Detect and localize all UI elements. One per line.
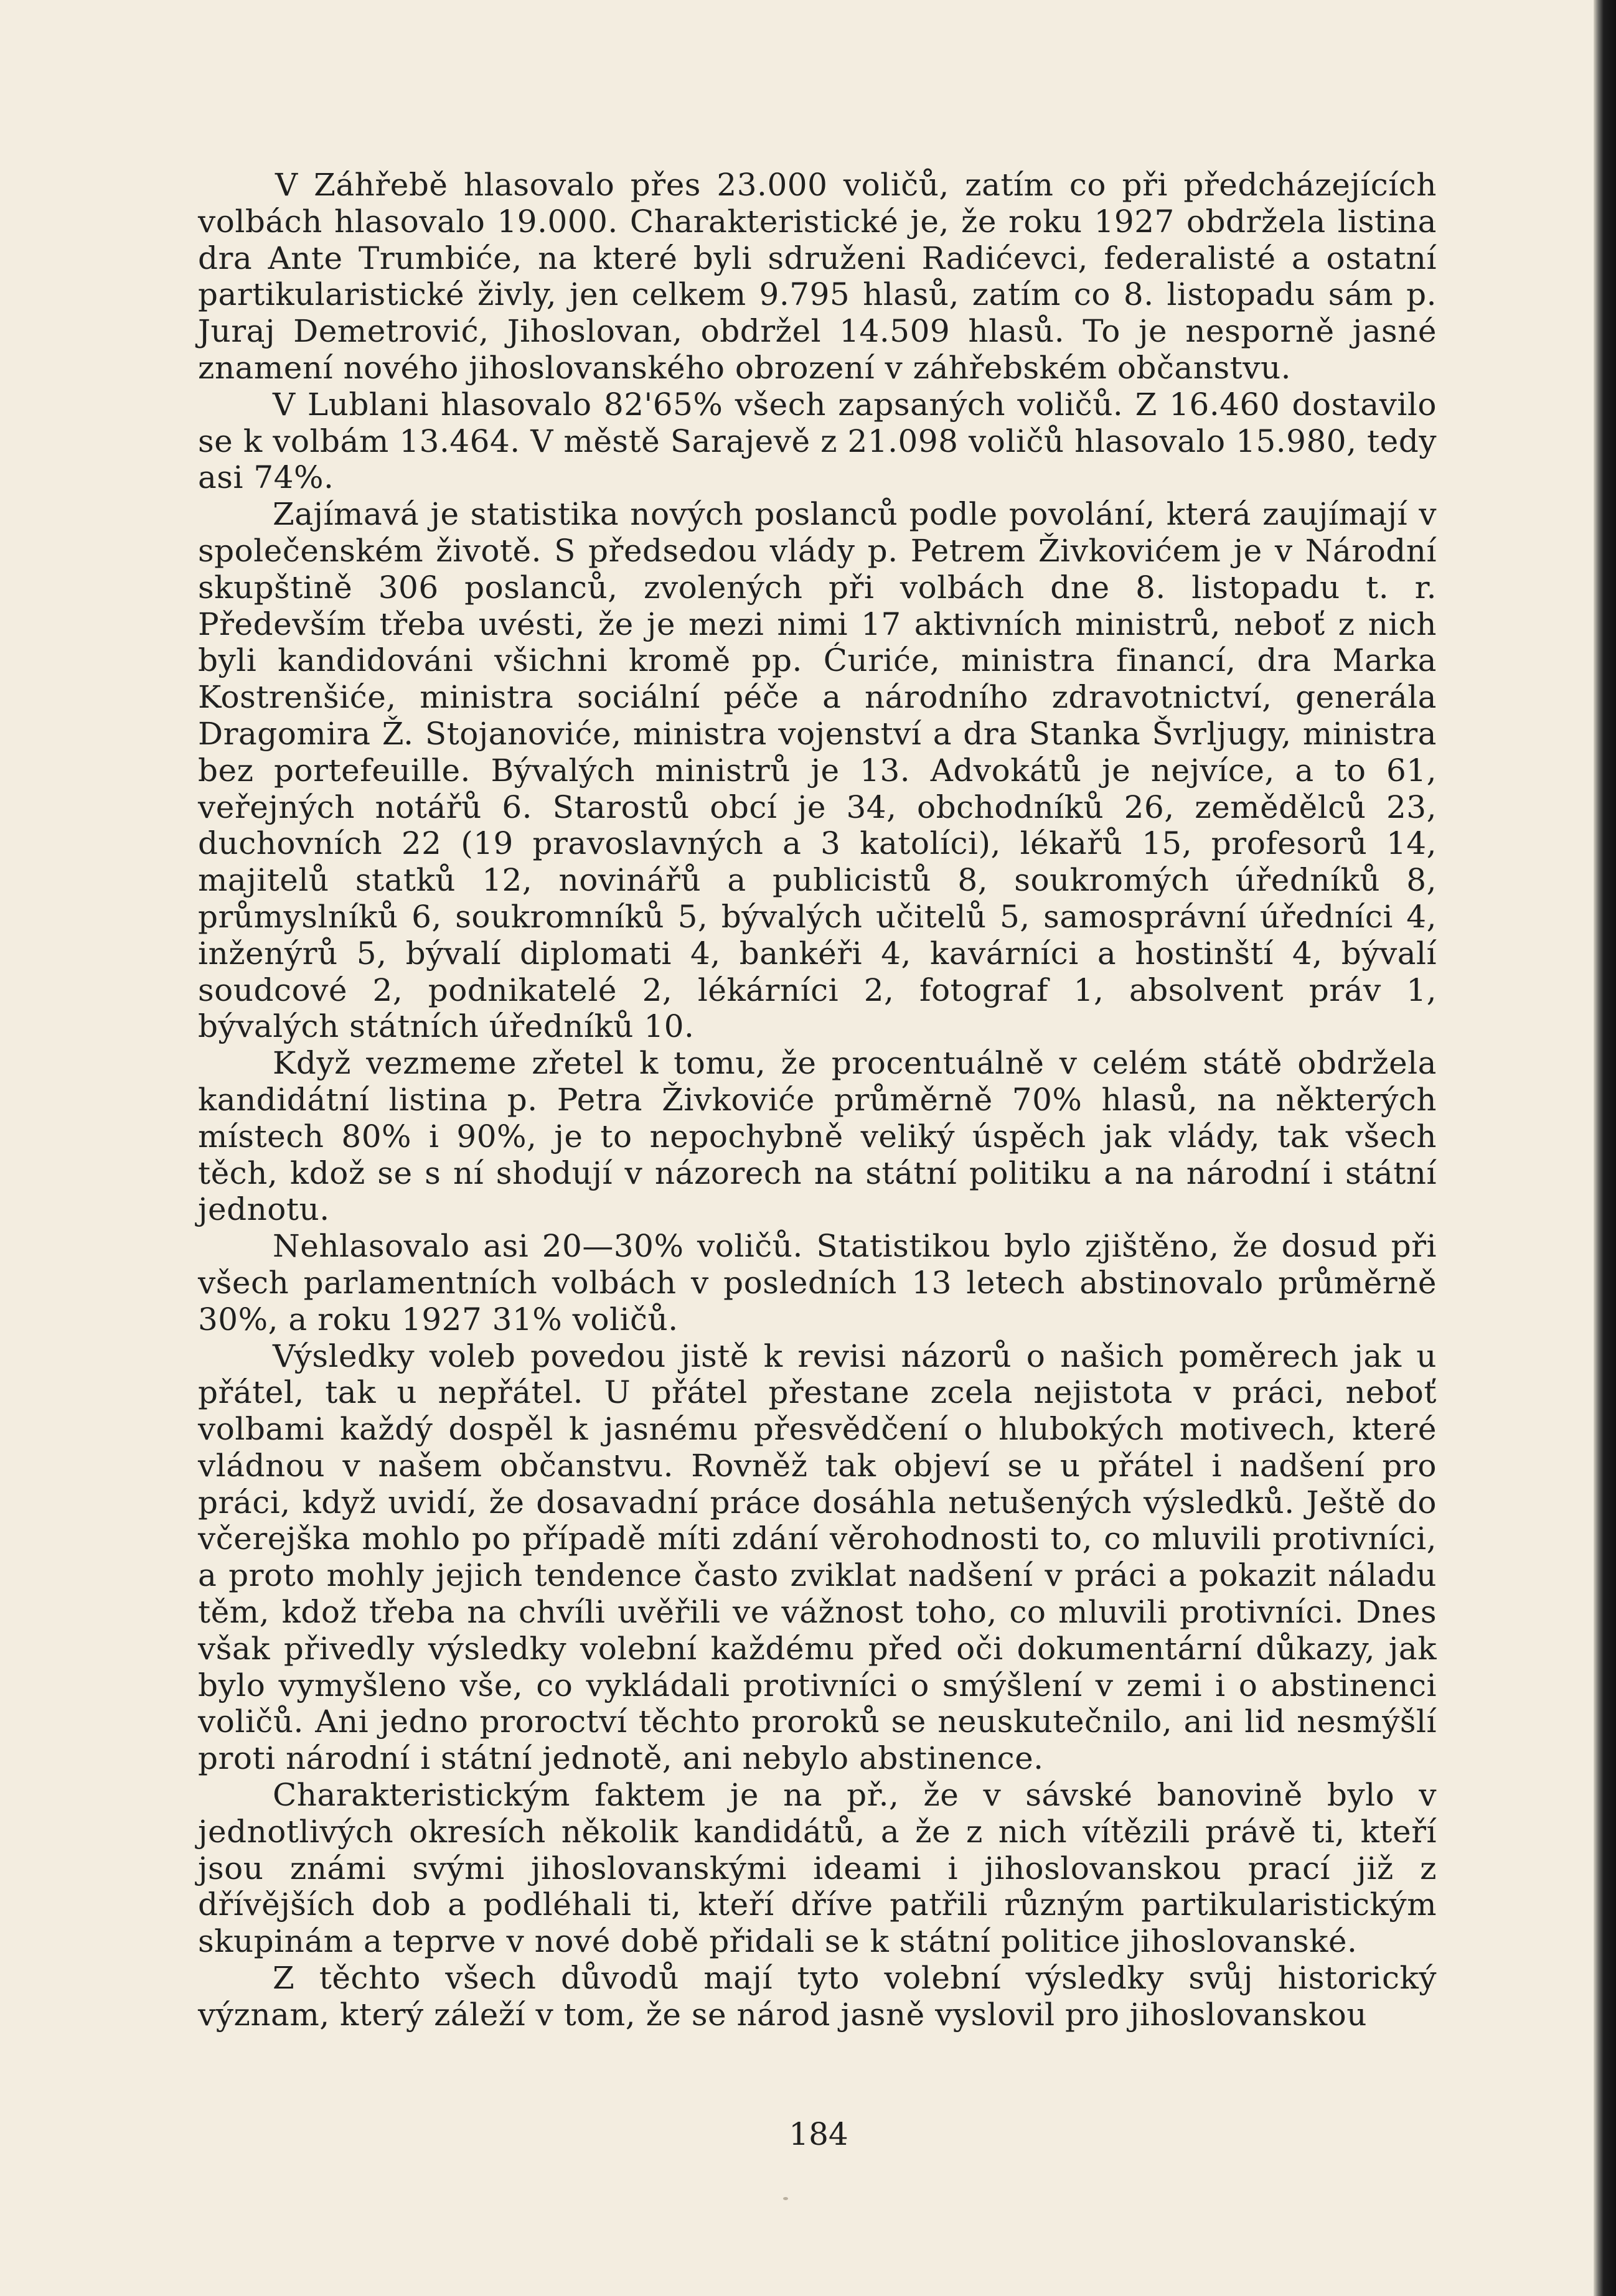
paragraph-zahreb-results: V Záhřebě hlasovalo přes 23.000 voličů, zatím co při předcházejících volbách hlasovalo 19.000. Charakteristické je, že roku 1927 obdržela listina dra Ante Trumbiće, na které byli sdruženi Radićevci, federalisté a ostatní partikularistické živly, jen celkem 9.795 hlasů, zatím co 8. listopadu sám p. Juraj Demetrović, Jihoslovan, obdržel 14.509 hlasů. To je nesporně jasné znamení nového jihoslovanského obrození v záhřebském občanstvu.	[198, 167, 1437, 386]
paragraph-historical-significance: Z těchto všech důvodů mají tyto volební výsledky svůj historický význam, který záleží v tom, že se národ jasně vyslovil pro jihoslovanskou	[198, 1960, 1437, 2033]
paper-speck	[783, 2197, 788, 2200]
body-text	[198, 167, 1437, 2033]
book-spine-edge	[1594, 0, 1616, 2296]
paragraph-abstention: Nehlasovalo asi 20—30% voličů. Statistikou bylo zjištěno, že dosud při všech parlamentních volbách v posledních 13 letech abstinovalo průměrně 30%, a roku 1927 31% voličů.	[198, 1228, 1437, 1338]
paragraph-deputies-statistics: Zajímavá je statistika nových poslanců podle povolání, která zaujímají v společenském životě. S předsedou vlády p. Petrem Živkovićem je v Národní skupštině 306 poslanců, zvolených při volbách dne 8. listopadu t. r. Především třeba uvésti, že je mezi nimi 17 aktivních ministrů, neboť z nich byli kandidováni všichni kromě pp. Ćuriće, ministra financí, dra Marka Kostrenšiće, ministra sociální péče a národního zdravotnictví, generála Dragomira Ž. Stojanoviće, ministra vojenství a dra Stanka Švrljugy, ministra bez portefeuille. Bývalých ministrů je 13. Advokátů je nejvíce, a to 61, veřejných notářů 6. Starostů obcí je 34, obchodníků 26, zemědělců 23, duchovních 22 (19 pravoslavných a 3 katolíci), lékařů 15, profesorů 14, majitelů statků 12, novinářů a publicistů 8, soukromých úředníků 8, průmyslníků 6, soukromníků 5, bývalých učitelů 5, samosprávní úředníci 4, inženýrů 5, bývalí diplomati 4, bankéři 4, kavárníci a hostinští 4, bývalí soudcové 2, podnikatelé 2, lékárníci 2, fotograf 1, absolvent práv 1, bývalých státních úředníků 10.	[198, 496, 1437, 1045]
page-number: 184	[789, 2116, 848, 2152]
paragraph-candidate-list-success: Když vezmeme zřetel k tomu, že procentuálně v celém státě obdržela kandidátní listina p. Petra Živkoviće průměrně 70% hlasů, na některých místech 80% i 90%, je to nepochybně veliký úspěch jak vlády, tak všech těch, kdož se s ní shodují v názorech na státní politiku a na národní i státní jednotu.	[198, 1045, 1437, 1228]
paragraph-sava-banovina: Charakteristickým faktem je na př., že v sávské banovině bylo v jednotlivých okresích několik kandidátů, a že z nich vítězili právě ti, kteří jsou známi svými jihoslovanskými ideami i jihoslovanskou prací již z dřívějších dob a podléhali ti, kteří dříve patřili různým partikularistickým skupinám a teprve v nové době přidali se k státní politice jihoslovanské.	[198, 1777, 1437, 1960]
paragraph-lublan-sarajevo-results: V Lublani hlasovalo 82'65% všech zapsaných voličů. Z 16.460 dostavilo se k volbám 13.464. V městě Sarajevě z 21.098 voličů hlasovalo 15.980, tedy asi 74%.	[198, 386, 1437, 496]
paragraph-revision-of-views: Výsledky voleb povedou jistě k revisi názorů o našich poměrech jak u přátel, tak u nepřátel. U přátel přestane zcela nejistota v práci, neboť volbami každý dospěl k jasnému přesvědčení o hlubokých motivech, které vládnou v našem občanstvu. Rovněž tak objeví se u přátel i nadšení pro práci, když uvidí, že dosavadní práce dosáhla netušených výsledků. Ještě do včerejška mohlo po případě míti zdání věrohodnosti to, co mluvili protivníci, a proto mohly jejich tendence často zviklat nadšení v práci a pokazit náladu těm, kdož třeba na chvíli uvěřili ve vážnost toho, co mluvili protivníci. Dnes však přivedly výsledky volební každému před oči dokumentární důkazy, jak bylo vymyšleno vše, co vykládali protivníci o smýšlení v zemi i o abstinenci voličů. Ani jedno proroctví těchto proroků se neuskutečnilo, ani lid nesmýšlí proti národní i státní jednotě, ani nebylo abstinence.	[198, 1338, 1437, 1777]
